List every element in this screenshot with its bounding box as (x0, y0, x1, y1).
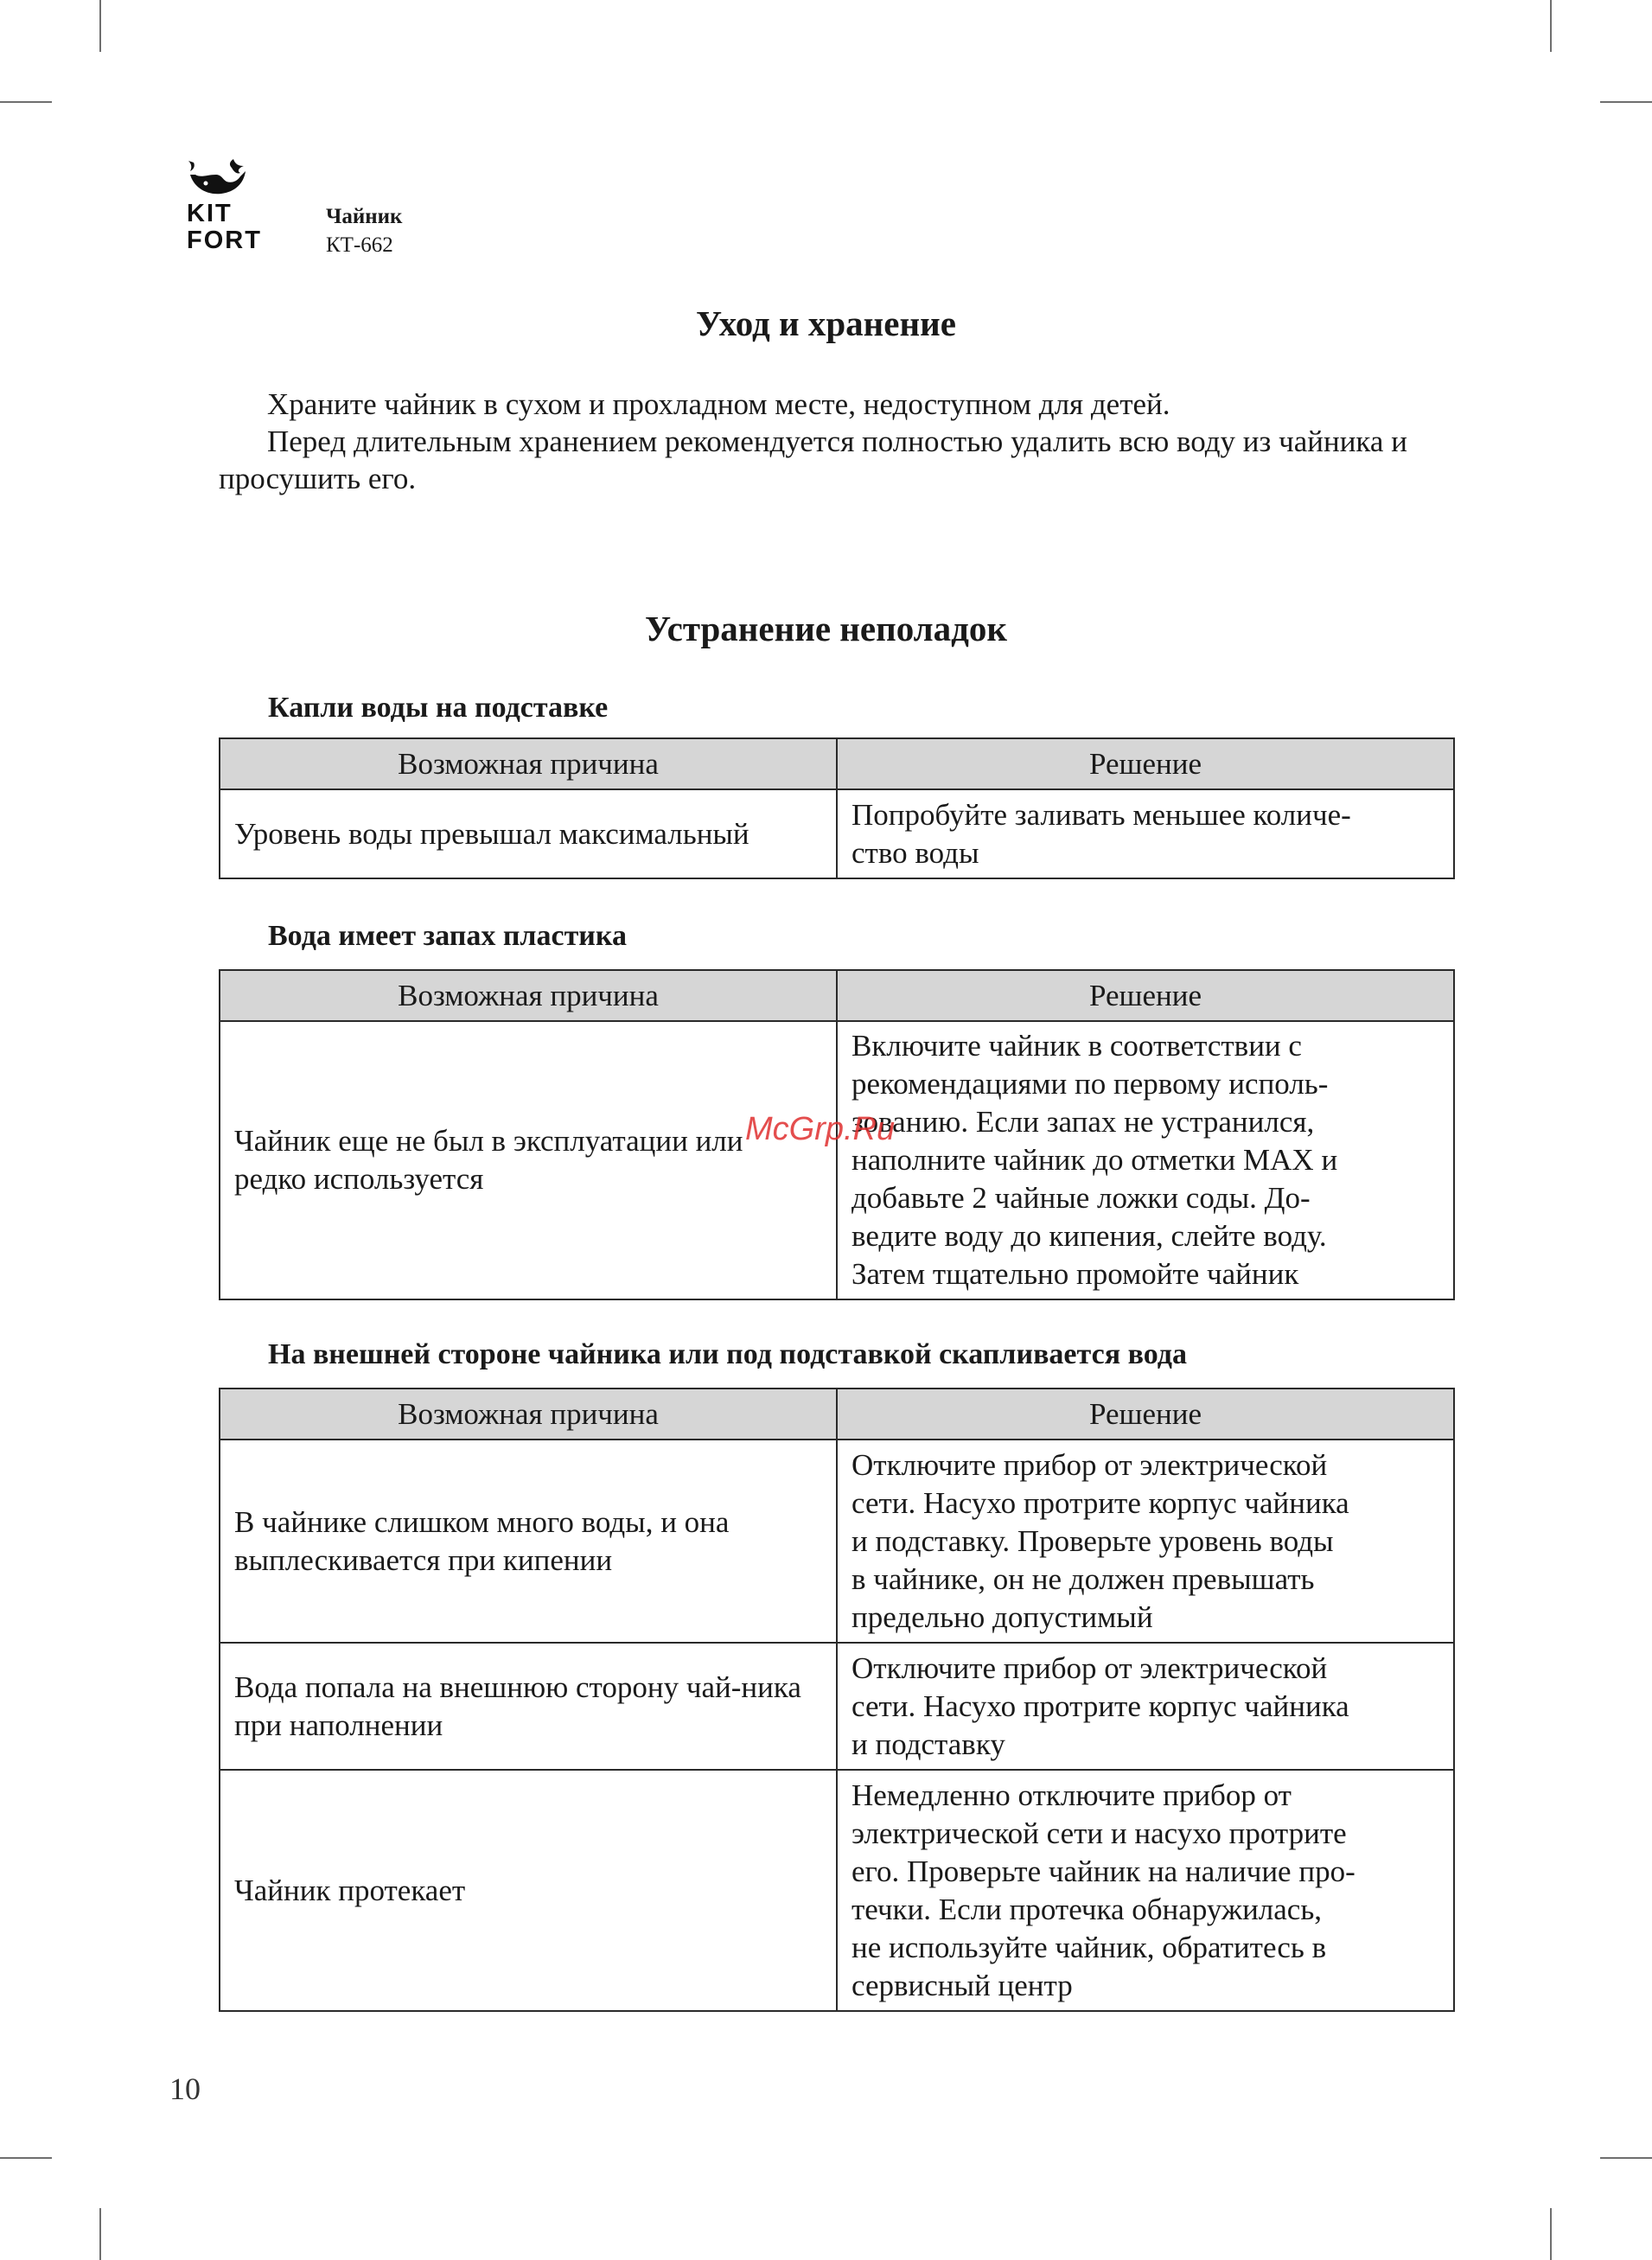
table-row (220, 1440, 1454, 1643)
product-info (326, 202, 402, 259)
cause-cell: В чайнике слишком много воды, и она выплескивается при кипении (220, 1440, 837, 1643)
solution-cell: Немедленно отключите прибор от электрической сети и насухо протрите его. Проверьте чайник на наличие про- течки. Если протечка обнаружилась, не используйте чайник, обратитесь в сервисный центр (837, 1770, 1454, 2011)
table-row (220, 789, 1454, 878)
watermark: McGrp.Ru (745, 1111, 896, 1147)
crop-mark (99, 0, 101, 52)
cause-cell: Уровень воды превышал максимальный (220, 789, 837, 878)
cause-cell: Чайник еще не был в эксплуатации или редко используется (220, 1021, 837, 1299)
crop-mark (0, 101, 52, 103)
crop-mark (1550, 0, 1552, 52)
header-solution: Решение (837, 970, 1454, 1021)
table-row (220, 1021, 1454, 1299)
section-heading: На внешней стороне чайника или под подставкой скапливается вода (268, 1338, 1187, 1370)
table-header-row (220, 970, 1454, 1021)
logo-line2: FORT (187, 227, 262, 254)
page-number: 10 (169, 2072, 201, 2106)
care-title: Уход и хранение (696, 303, 956, 343)
header-cause: Возможная причина (220, 1389, 837, 1440)
solution-cell: Отключите прибор от электрической сети. Насухо протрите корпус чайника и подставку. Проверьте уровень воды в чайнике, он не должен превышать предельно допустимый (837, 1440, 1454, 1643)
section-heading: Капли воды на подставке (268, 692, 609, 724)
care-paragraph-2: Перед длительным хранением рекомендуется полностью удалить всю воду из чайника и просушить его. (219, 425, 1407, 495)
solution-cell: Отключите прибор от электрической сети. Насухо протрите корпус чайника и подставку (837, 1643, 1454, 1770)
care-paragraph-1: Храните чайник в сухом и прохладном месте, недоступном для детей. (267, 387, 1170, 421)
cause-cell: Вода попала на внешнюю сторону чай-ника при наполнении (220, 1643, 837, 1770)
troubleshooting-title: Устранение неполадок (644, 609, 1008, 648)
table-header-row (220, 738, 1454, 789)
table-header-row (220, 1389, 1454, 1440)
header-cause: Возможная причина (220, 738, 837, 789)
crop-mark (0, 2157, 52, 2159)
product-model: КТ-662 (326, 233, 393, 257)
product-name: Чайник (326, 205, 403, 228)
care-text (219, 386, 1455, 497)
crop-mark (99, 2208, 101, 2260)
logo-line1: KIT (187, 200, 233, 227)
troubleshooting-table (219, 1388, 1455, 2012)
header-solution: Решение (837, 1389, 1454, 1440)
header-cause: Возможная причина (220, 970, 837, 1021)
solution-cell: Включите чайник в соответствии с рекомендациями по первому исполь- зованию. Если запах не устранился, наполните чайник до отметки MAX и добавьте 2 чайные ложки соды. До- ведите воду до кипения, слейте воду. Затем тщательно промойте чайник (837, 1021, 1454, 1299)
troubleshooting-table (219, 737, 1455, 879)
crop-mark (1600, 101, 1652, 103)
crop-mark (1550, 2208, 1552, 2260)
header-solution: Решение (837, 738, 1454, 789)
table-row (220, 1770, 1454, 2011)
whale-icon (187, 156, 249, 204)
cause-cell: Чайник протекает (220, 1770, 837, 2011)
table-row (220, 1643, 1454, 1770)
section-heading: Вода имеет запах пластика (268, 920, 627, 952)
kitfort-logo (187, 156, 299, 264)
crop-mark (1600, 2157, 1652, 2159)
solution-cell: Попробуйте заливать меньшее количе- ство воды (837, 789, 1454, 878)
